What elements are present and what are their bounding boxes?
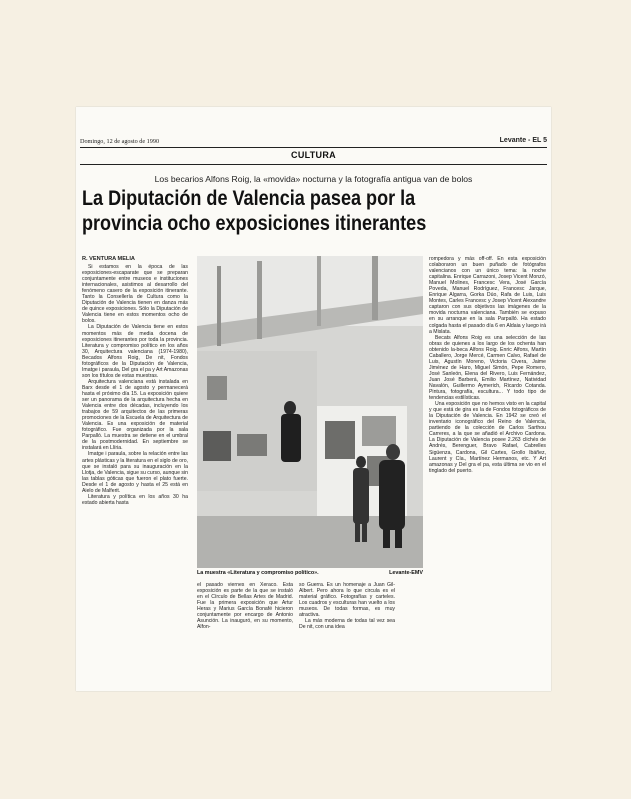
exhibition-photo <box>197 256 423 568</box>
paragraph: Literatura y política en los años 30 ha estado abierta hasta <box>82 493 188 506</box>
byline: R. VENTURA MELIA <box>82 256 135 262</box>
body-column-3 <box>299 582 395 687</box>
photo-illustration <box>197 256 423 568</box>
paragraph: Una exposición que no hemos visto en la capital y que está de gira es la de Fondos fotográficos de la Diputación de Valencia. En 1942 se creó el inventario iconográfico del Reino de Valencia, partiendo de la colección de Carlos Sarthou Carreres, a la que se añadió el Archivo Cardona. La Diputación de Valencia posee 2.263 clichés de Andrés, Berenguer, Bravo Rafael, Cabrelles Sigüenza, Cardona, Gil Cartes, Grollo Ibáñez, Laurent y Cía., Martínez Hermanos, etc. Y Art amazonas y Del gra el pa, esta última se vio en el tinglado del puerto. <box>429 401 546 474</box>
headline-line-1: La Diputación de Valencia pasea por la <box>82 187 416 210</box>
paragraph: Becats Alfons Roig es una selección de las obras de quienes a los largo de los ochenta han obtenido la-beca Alfons Roig. Enric Alfons, Martín Caballero, Jorge Mercé, Carmen Calvo, Rafael de Luis, Agustín Moreno, Victoria Civera, Jaime Jiménez de Haro, Miguel Simón, Pepe Romero, José Sanleón, Elena del Rivero, Luis Fernández, Juan José Barberá, Emilio Martínez, Natividad Navalón, Guillermo Aymerich, Ricardo Cotanda. Pintura, fotografía, escultura... Y todo tipo de tendencias estilísticas. <box>429 334 546 402</box>
body-column-1 <box>82 264 188 689</box>
body-column-2 <box>197 582 293 687</box>
paragraph: so Guerra. Es un homenaje a Juan Gil-Albert. Pero ahora lo que circula es el material gráfico. Fotografías y carteles. Los cuadros y esculturas han vuelto a los museos. De todas formas, es muy atractiva. <box>299 582 395 619</box>
photo-credit: Levante-EMV <box>389 570 423 576</box>
paragraph: La más moderna de todas tal vez sea De nit, con una idea <box>299 618 395 631</box>
newspaper-clipping <box>76 107 551 691</box>
paragraph: La Diputación de Valencia tiene en estos momentos más de media docena de exposiciones itinerantes por toda la provincia. Literatura y compromiso político en los años 30, Arquitectura valenciana (1974-1980), Becados Alfons Roig, De nit, Fondos fotográficos de la Diputación de Valencia, Imatge i paraula, Del gra el pa y Art Amazonas son los títulos de estas muestras. <box>82 324 188 379</box>
headline-line-2: provincia ocho exposiciones itinerantes <box>82 212 427 235</box>
article-kicker: Los becarios Alfons Roig, la «movida» nocturna y la fotografía antigua van de bolos <box>154 174 473 184</box>
paragraph: Imatge i paraula, sobre la relación entre las artes plásticas y la literatura en el siglo de oro, que se instaló para su inauguración en la Llotja, de Valencia, sigue su curso, aunque sin las tablas góticas que fueron el plato fuerte. Desde el 1 de agosto y hasta el 25 está en Aielo de Malferit. <box>82 451 188 494</box>
paragraph: Si estamos en la época de las exposiciones-escaparate que se preparan conjuntamente entre museos e instituciones internacionales, asistimos al desarrollo del fenómeno casero de la exposición itinerante. Tanto la Consellería de Cultura como la Diputación de Valencia tienen en danza más de quince exposiciones. Sólo la Diputación de Valencia tiene en estos momentos ocho de bolos. <box>82 264 188 325</box>
paragraph: el pasado viernes en Xeraco. Esta exposición es parte de la que se instaló en el Círculo de Bellas Artes de Madrid. Fue la primera exposición que Artur Heras y Marius García Bonafé hicieron conjuntamente por encargo de Antonio Asunción. La inauguró, en su momento, Alfon- <box>197 582 293 631</box>
photo-caption: La muestra «Literatura y compromiso político». <box>197 570 319 576</box>
article-headline <box>82 186 480 236</box>
photo-caption-bar <box>197 570 423 576</box>
header-rule <box>80 147 547 148</box>
paragraph: rompedora y más off-off. En esta exposición colaboraron un buen puñado de fotógrafos valencianos con un único tema: la noche capitalina. Enrique Carrazoni, Josep Vicent Monzó, Manuel Molines, Francesc Vera, José García Poveda, Manuel Rodríguez, Francesc Jarque, Enrique Algarra, Gorka Dúo, Rafa de Luis, Luis Montes, Carles Francesc y Josep Vicent Alexandre captaron con sus objetivos las imágenes de la movida nocturna valenciana. También se expuso en su arranque en la sala Parpalló. Ha estado colgada hasta el pasado día 6 en Aldaia y luego irá a Mislata. <box>429 256 546 335</box>
publication-name: Levante - EL 5 <box>499 137 547 144</box>
paragraph: Arquitectura valenciana está instalada en Barx desde el 1 de agosto y permanecerá hasta el próximo día 15. La exposición quiere ser un panorama de la arquitectura hecha en Valencia entre dos décadas, incluyendo los trabajos de 59 arquitectos de las primeras promociones de la Escuela de Arquitectura de Valencia. Es una exposición de material fotográfico. Fue organizada por la sala Parpalló. La muestra se detiene en el umbral de la postmodernidad. En septiembre se instalará en Llíria. <box>82 378 188 452</box>
section-title: CULTURA <box>291 150 336 160</box>
issue-date: Domingo, 12 de agosto de 1990 <box>80 138 160 145</box>
section-rule <box>80 164 547 165</box>
body-column-4 <box>429 256 546 689</box>
